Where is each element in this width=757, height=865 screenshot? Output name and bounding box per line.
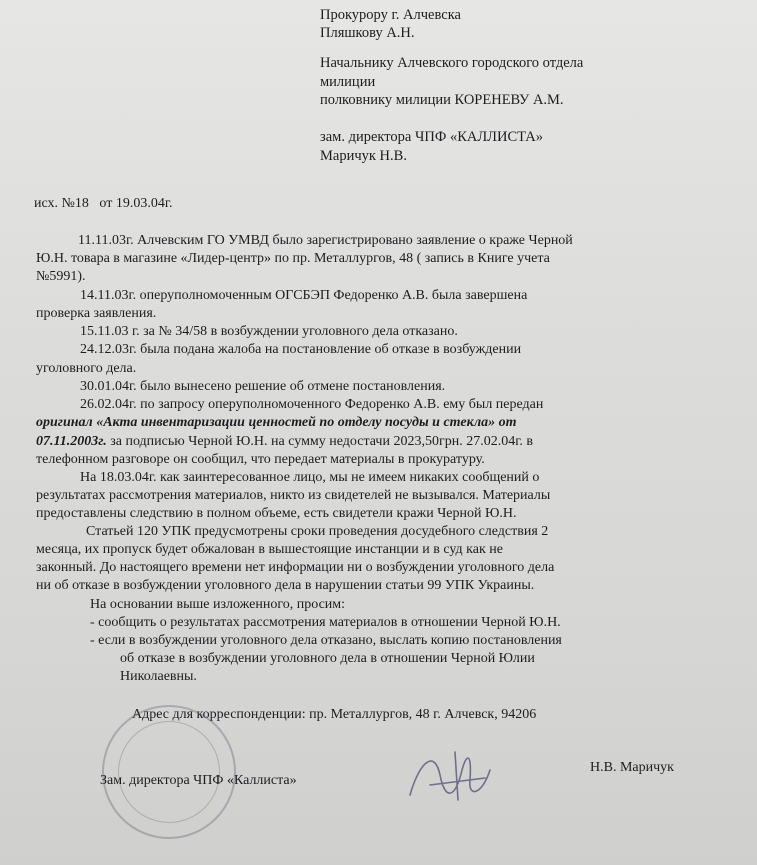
body-line: 15.11.03 г. за № 34/58 в возбуждении уголовного дела отказано. bbox=[80, 324, 458, 339]
request-item: - если в возбуждении уголовного дела отказано, выслать копию постановления bbox=[90, 633, 562, 648]
body-line: 07.11.2003г. за подписью Черной Ю.Н. на сумму недостачи 2023,50грн. 27.02.04г. в bbox=[36, 434, 533, 449]
addressee-prosecutor-name: Пляшкову А.Н. bbox=[320, 25, 415, 41]
body-line: Статьей 120 УПК предусмотрены сроки проведения досудебного следствия 2 bbox=[86, 524, 549, 539]
addressee-prosecutor: Прокурору г. Алчевска bbox=[320, 7, 461, 23]
body-line: законный. До настоящего времени нет информации ни о возбуждении уголовного дела bbox=[36, 560, 555, 575]
body-line: 26.02.04г. по запросу оперуполномоченного Федоренко А.В. ему был передан bbox=[80, 397, 544, 412]
body-line: проверка заявления. bbox=[36, 306, 157, 321]
body-line: уголовного дела. bbox=[36, 361, 137, 376]
addressee-police-chief: Начальнику Алчевского городского отдела bbox=[320, 55, 584, 71]
request-intro: На основании выше изложенного, просим: bbox=[90, 597, 346, 612]
request-item-cont: об отказе в возбуждении уголовного дела в отношении Черной Юлии bbox=[120, 651, 535, 666]
request-item-cont: Николаевны. bbox=[120, 669, 197, 684]
body-line: месяца, их пропуск будет обжалован в вышестоящие инстанции и в суд как не bbox=[36, 542, 503, 557]
body-line: На 18.03.04г. как заинтересованное лицо, мы не имеем никаких сообщений о bbox=[80, 470, 540, 485]
body-line: результатах рассмотрения материалов, никто из свидетелей не вызывался. Материалы bbox=[36, 488, 551, 503]
body-line: 24.12.03г. была подана жалоба на постановление об отказе в возбуждении bbox=[80, 342, 522, 357]
reference-number: исх. №18 bbox=[34, 196, 89, 211]
signer-position: Зам. директора ЧПФ «Каллиста» bbox=[100, 773, 297, 788]
body-line: 30.01.04г. было вынесено решение об отмене постановления. bbox=[80, 379, 446, 394]
correspondence-address: Адрес для корреспонденции: пр. Металлургов, 48 г. Алчевск, 94206 bbox=[132, 707, 537, 722]
act-date: 07.11.2003г. bbox=[36, 434, 107, 449]
body-line: 11.11.03г. Алчевским ГО УМВД было зарегистрировано заявление о краже Черной bbox=[78, 233, 573, 248]
body-line: телефонном разговоре он сообщил, что передает материалы в прокуратуру. bbox=[36, 452, 485, 467]
body-line: 14.11.03г. оперуполномоченным ОГСБЭП Федоренко А.В. была завершена bbox=[80, 288, 528, 303]
reference-date: от 19.03.04г. bbox=[99, 196, 173, 211]
outgoing-reference bbox=[34, 196, 234, 212]
body-line: Ю.Н. товара в магазине «Лидер-центр» по пр. Металлургов, 48 ( запись в Книге учета bbox=[36, 251, 550, 266]
addressee-police-chief-cont: милиции bbox=[320, 74, 376, 90]
body-line: ни об отказе в возбуждении уголовного дела в нарушении статьи 99 УПК Украины. bbox=[36, 578, 535, 593]
sender-position: зам. директора ЧПФ «КАЛЛИСТА» bbox=[320, 129, 544, 145]
body-line: №5991). bbox=[36, 269, 86, 284]
addressee-police-chief-name: полковнику милиции КОРЕНЕВУ А.М. bbox=[320, 92, 564, 108]
signature-icon bbox=[400, 740, 510, 810]
body-line-emphasis: оригинал «Акта инвентаризации ценностей по отделу посуды и стекла» от bbox=[36, 415, 517, 430]
request-item: - сообщить о результатах рассмотрения материалов в отношении Черной Ю.Н. bbox=[90, 615, 561, 630]
body-line: предоставлены следствию в полном объеме, есть свидетели кражи Черной Ю.Н. bbox=[36, 506, 517, 521]
sender-name: Маричук Н.В. bbox=[320, 148, 407, 164]
signer-name: Н.В. Маричук bbox=[590, 760, 674, 775]
